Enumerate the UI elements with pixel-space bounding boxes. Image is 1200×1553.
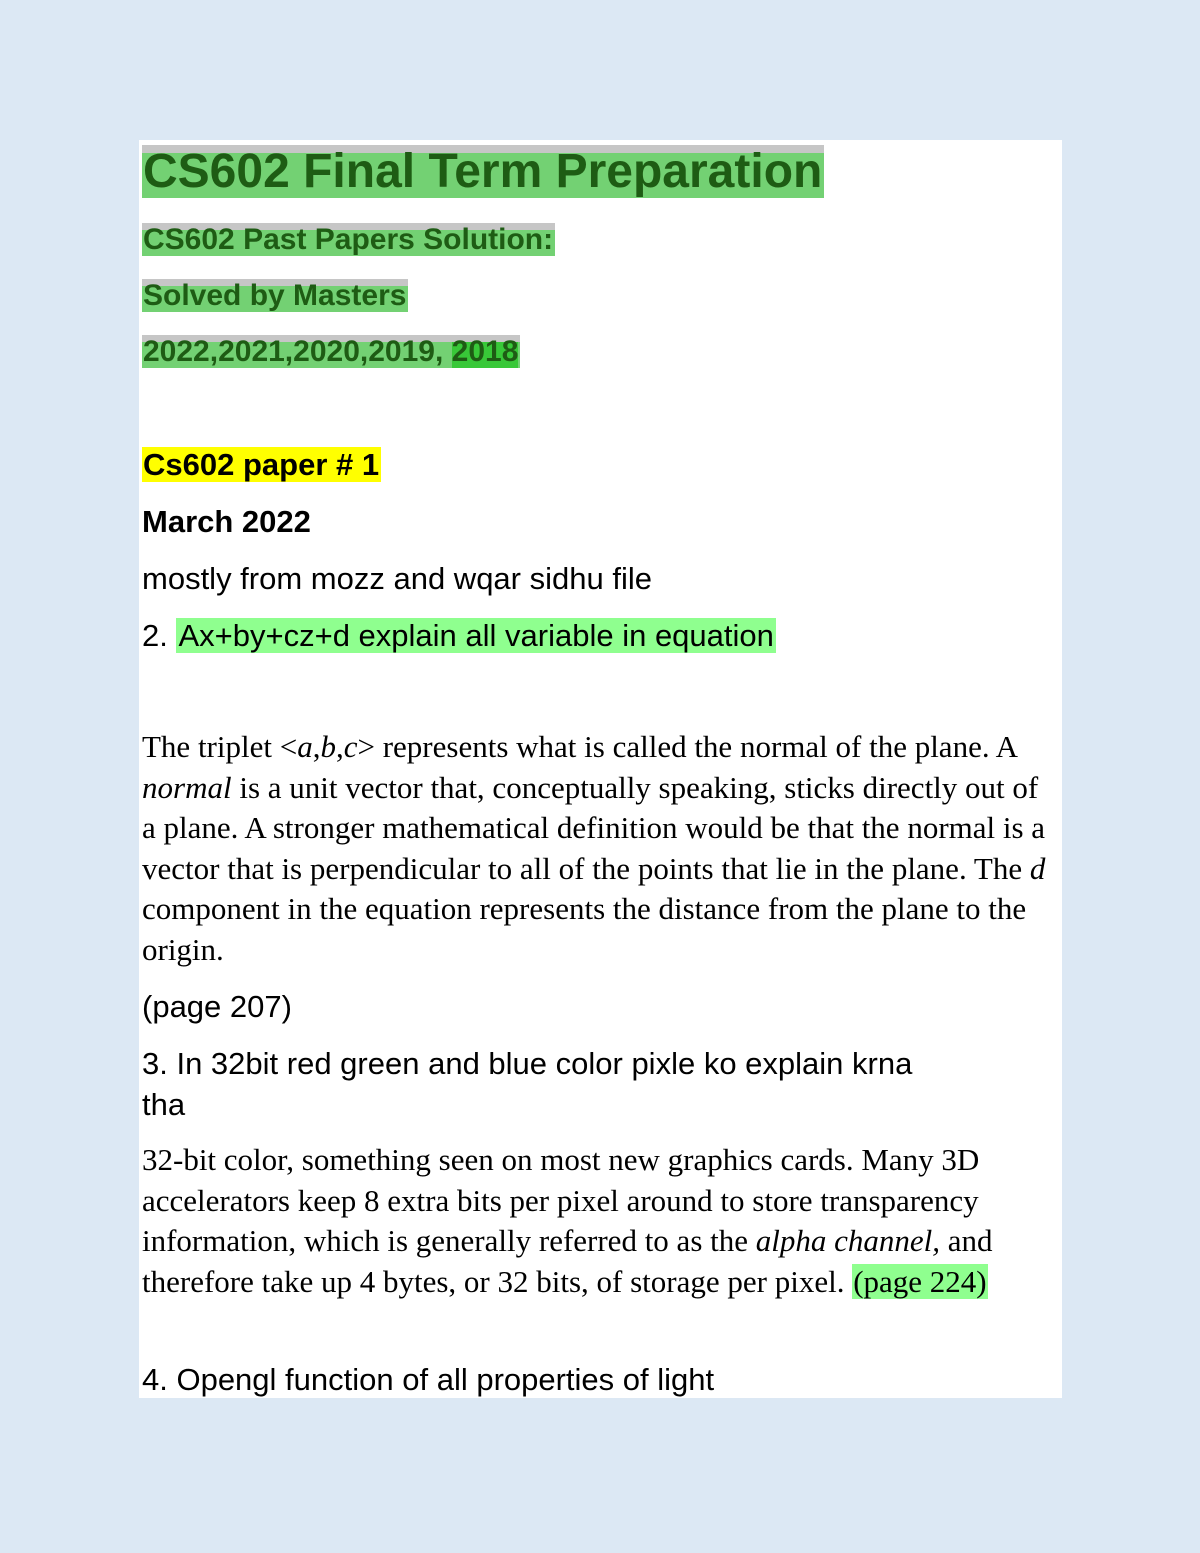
question-2-text: Ax+by+cz+d explain all variable in equation bbox=[178, 618, 774, 653]
answer-2-text: is a unit vector that, conceptually speaking, sticks directly out of a plane. A stronger mathematical definition would be that the normal is a vector that is perpendicular to all of the points that lie in the plane. The bbox=[142, 769, 1046, 886]
answer-2-text: > represents what is called the normal of the plane. A bbox=[357, 729, 1017, 764]
answer-2-text: The triplet < bbox=[142, 729, 298, 764]
answer-2-paragraph bbox=[142, 727, 1057, 970]
answer-2-comma: , bbox=[335, 729, 344, 764]
years-2018-highlight: 2018 bbox=[451, 335, 519, 368]
answer-3-alpha-term: alpha channel, bbox=[755, 1223, 940, 1258]
years-line bbox=[142, 331, 520, 373]
answer-2-var-d: d bbox=[1029, 850, 1046, 886]
paper-date: March 2022 bbox=[142, 504, 311, 539]
question-3-line-1: 3. In 32bit red green and blue color pixle ko explain krna bbox=[142, 1046, 913, 1081]
paper-heading bbox=[142, 444, 381, 486]
years-highlight-group bbox=[142, 335, 520, 368]
source-note: mostly from mozz and wqar sidhu file bbox=[142, 561, 652, 596]
answer-2-var-c: c bbox=[343, 729, 358, 764]
answer-2-normal-term: normal bbox=[142, 769, 232, 805]
question-2 bbox=[142, 615, 776, 657]
document-title bbox=[142, 140, 824, 204]
document-page bbox=[139, 140, 1062, 1398]
paper-heading-highlight: Cs602 paper # 1 bbox=[143, 447, 380, 482]
question-3-line-2: tha bbox=[142, 1087, 186, 1122]
question-2-number: 2. bbox=[142, 618, 177, 653]
answer-2-var-a: a bbox=[297, 729, 313, 764]
solved-by-highlight: Solved by Masters bbox=[143, 279, 407, 312]
solved-by-line bbox=[142, 275, 408, 317]
answer-2-text: component in the equation represents the distance from the plane to the origin. bbox=[142, 891, 1027, 967]
title-highlight: CS602 Final Term Preparation bbox=[143, 145, 823, 198]
answer-3-paragraph bbox=[142, 1140, 1057, 1302]
document-subtitle bbox=[142, 219, 555, 261]
answer-2-var-b: b bbox=[320, 729, 336, 764]
answer-3-text: 32-bit color, something seen on most new graphics cards. Many 3D accelerators keep 8 extra bits per pixel around to store transparency information, which is generally referred to as the bbox=[142, 1142, 980, 1258]
answer-3-text: and therefore take up 4 bytes, or 32 bits, of storage per pixel. bbox=[142, 1223, 993, 1299]
answer-3-page-ref: (page 224) bbox=[853, 1263, 987, 1299]
years-prefix: 2022,2021,2020,2019, bbox=[143, 335, 452, 368]
answer-2-page-ref: (page 207) bbox=[142, 989, 292, 1024]
subtitle-highlight: CS602 Past Papers Solution: bbox=[143, 223, 554, 256]
answer-2-comma: , bbox=[312, 729, 321, 764]
question-4: 4. Opengl function of all properties of light bbox=[142, 1362, 715, 1397]
